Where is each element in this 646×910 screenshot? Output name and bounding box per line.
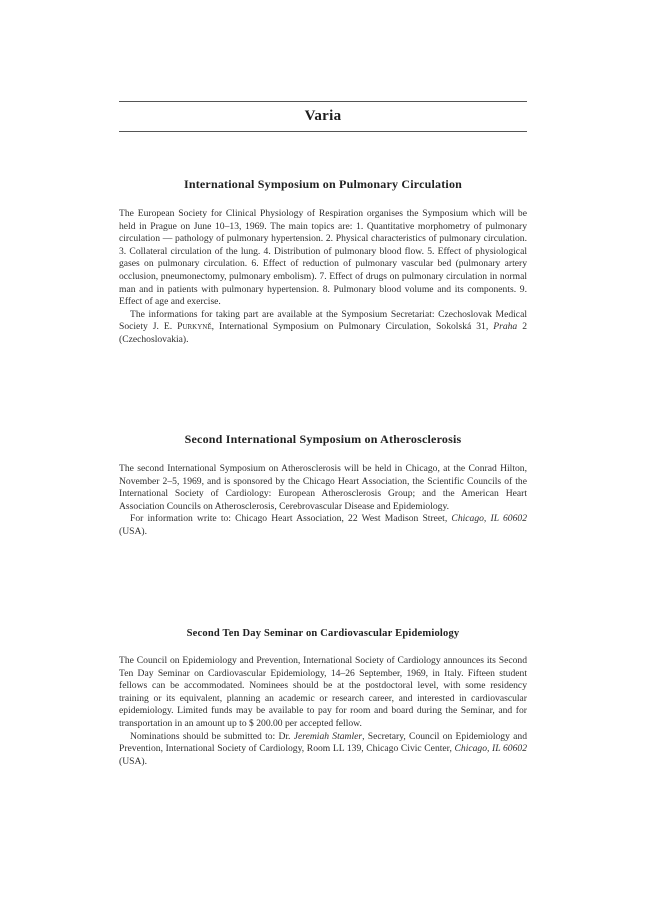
section-epidemiology-seminar [119,628,527,768]
section-atherosclerosis [119,432,527,539]
header-top-rule [119,101,527,102]
paragraph-text: (USA). [119,755,147,767]
city-name: Praha [493,321,518,333]
paragraph-text: , International Symposium on Pulmonary Circulation, Sokolská 31, [211,321,494,333]
city-address: Chicago, IL 60602 [454,743,527,755]
paragraph-text: For information write to: Chicago Heart Association, 22 West Madison Street, [130,513,452,525]
section-title: Second International Symposium on Atherosclerosis [184,432,462,446]
section-paragraph: The Council on Epidemiology and Prevention, International Society of Cardiology announces its Second Ten Day Seminar on Cardiovascular Epidemiology, 14–26 September, 1969, in Italy. Fifteen student fellows can be accommodated. Nominees should be at the postdoctoral level, with some residency training or its equivalent, planning an academic or research career, and interested in cardiovascular epidemiology. Limited funds may be available to pay for room and board during the Seminar, and for transportation in an amount up to $ 200.00 per accepted fellow. [119,655,527,729]
page-header-title: Varia [304,108,342,124]
section-paragraph [119,309,527,347]
section-paragraph [119,513,527,538]
section-paragraph: The European Society for Clinical Physiology of Respiration organises the Symposium which will be held in Prague on June 10–13, 1969. The main topics are: 1. Quantitative morphometry of pulmonary circulation — pathology of pulmonary hypertension. 2. Physical characteristics of pulmonary circulation. 3. Collateral circulation of the lung. 4. Distribution of pulmonary blood flow. 5. Effect of physiological gases on pulmonary circulation. 6. Effect of reduction of pulmonary vascular bed (pulmonary artery occlusion, pneumonectomy, pulmonary embolism). 7. Effect of drugs on pulmonary circulation in normal man and in patients with pulmonary hypertension. 8. Pulmonary blood volume and its components. 9. Effect of age and exercise. [119,208,527,308]
city-address: Chicago, IL 60602 [451,513,527,525]
header-bottom-rule [119,131,527,132]
person-name: Jeremiah Stamler [293,730,363,742]
author-name: Purkyně [177,321,212,333]
section-paragraph: The second International Symposium on Atherosclerosis will be held in Chicago, at the Conrad Hilton, November 2–5, 1969, and is sponsored by the Chicago Heart Association, the Scientific Councils of the International Society of Cardiology: European Atherosclerosis Group; and the American Heart Association Councils on Atherosclerosis, Cerebrovascular Disease and Epidemiology. [119,463,527,512]
paragraph-text: The informations for taking part are available at the Symposium Secretariat: Czechoslovak Medical Society J. E. [119,308,527,333]
section-pulmonary-circulation [119,177,527,347]
section-title: International Symposium on Pulmonary Circulation [183,177,463,191]
paragraph-text: Nominations should be submitted to: Dr. [130,730,294,742]
paragraph-text: , Secretary, Council on Epidemiology and Prevention, International Society of Cardiology, Room LL 139, Chicago Civic Center, [119,730,528,755]
paragraph-text: 2 (Czechoslovakia). [119,321,527,345]
section-paragraph [119,731,527,769]
section-title: Second Ten Day Seminar on Cardiovascular Epidemiology [186,628,460,639]
paragraph-text: (USA). [119,525,147,537]
